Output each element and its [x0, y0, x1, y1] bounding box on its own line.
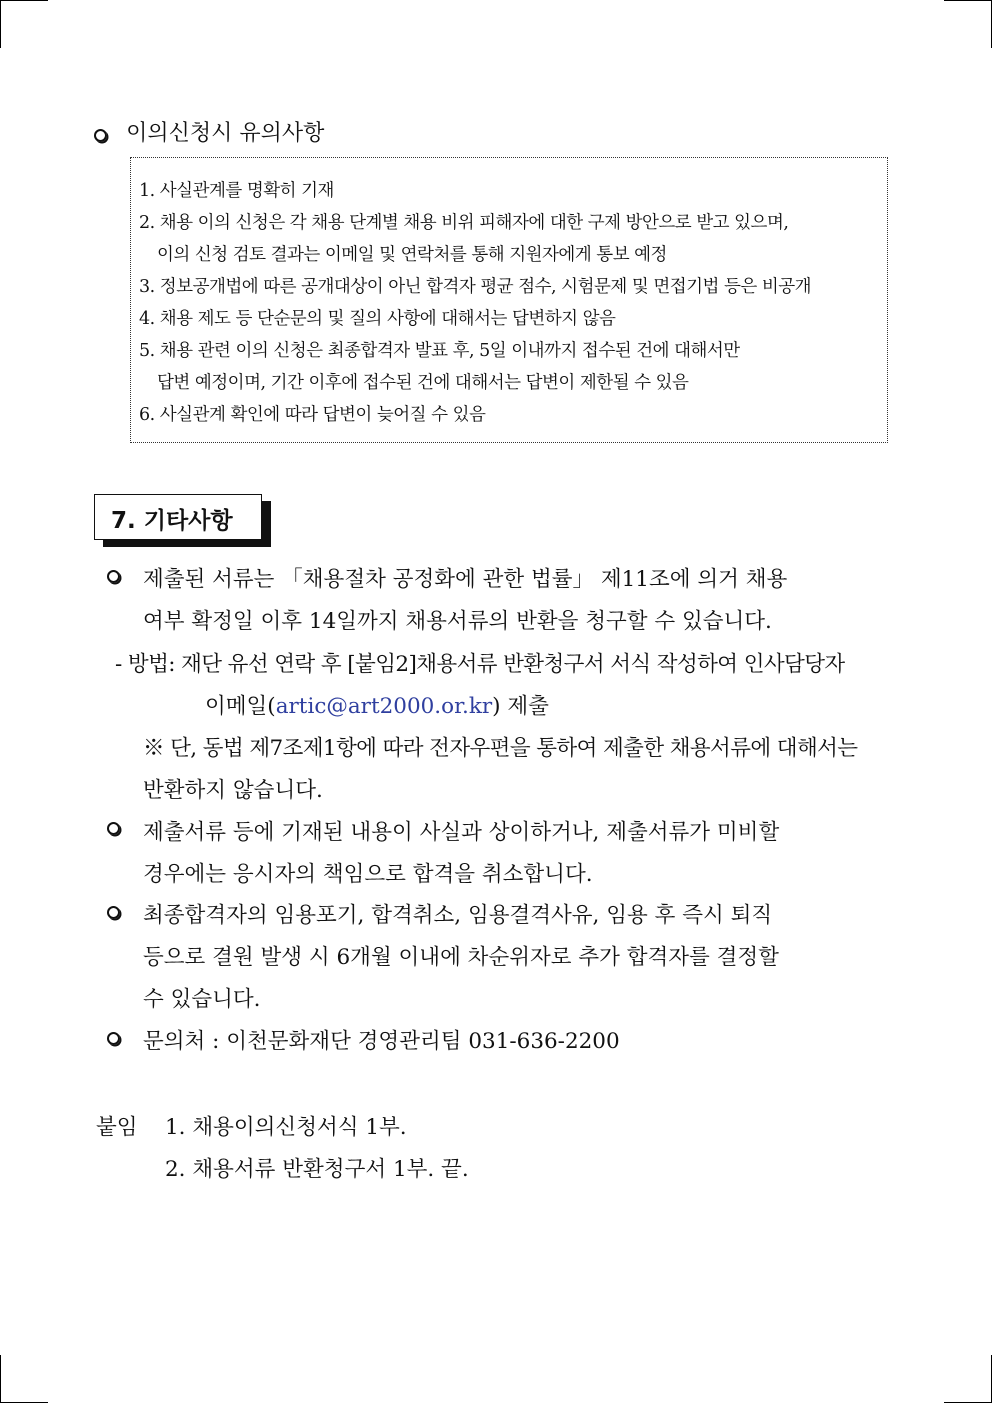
notice-item: 1. 사실관계를 명확히 기재	[139, 181, 334, 201]
attachment-label: 붙임	[96, 1115, 138, 1140]
section-heading: 7. 기타사항	[111, 508, 233, 534]
crop-mark	[0, 0, 1, 48]
notice-item: 6. 사실관계 확인에 따라 답변이 늦어질 수 있음	[139, 405, 486, 425]
notice-item: 4. 채용 제도 등 단순문의 및 질의 사항에 대해서는 답변하지 않음	[139, 309, 616, 329]
body-text: 제출서류 등에 기재된 내용이 사실과 상이하거나, 제출서류가 미비할	[143, 820, 780, 845]
circle-bullet-icon	[94, 129, 107, 142]
body-text: 수 있습니다.	[143, 987, 261, 1012]
section-heading-box	[94, 494, 262, 540]
body-text: 여부 확정일 이후 14일까지 채용서류의 반환을 청구할 수 있습니다.	[143, 609, 772, 634]
body-text: 경우에는 응시자의 책임으로 합격을 취소합니다.	[143, 862, 593, 887]
notice-heading	[94, 116, 324, 147]
note-text: ※ 단, 동법 제7조제1항에 따라 전자우편을 통하여 제출한 채용서류에 대해서는	[143, 736, 858, 761]
body-text: 최종합격자의 임용포기, 합격취소, 임용결격사유, 임용 후 즉시 퇴직	[143, 903, 773, 928]
circle-bullet-icon	[107, 822, 120, 835]
attachment-item: 2. 채용서류 반환청구서 1부. 끝.	[165, 1157, 469, 1182]
attachment-item: 1. 채용이의신청서식 1부.	[165, 1115, 407, 1140]
contact-text: 문의처 : 이천문화재단 경영관리팀 031-636-2200	[143, 1029, 620, 1054]
notice-item: 3. 정보공개법에 따른 공개대상이 아닌 합격자 평균 점수, 시험문제 및 면접기법 등은 비공개	[139, 277, 812, 297]
circle-bullet-icon	[107, 570, 120, 583]
method-text: - 방법: 재단 유선 연락 후 [붙임2]채용서류 반환청구서 서식 작성하여 인사담당자	[115, 652, 845, 677]
notice-title: 이의신청시 유의사항	[126, 121, 325, 146]
method-email-suffix: ) 제출	[492, 694, 549, 719]
crop-mark	[0, 0, 48, 1]
note-text: 반환하지 않습니다.	[143, 778, 323, 803]
circle-bullet-icon	[107, 906, 120, 919]
body-text: 제출된 서류는 「채용절차 공정화에 관한 법률」 제11조에 의거 채용	[143, 567, 788, 592]
body-text: 등으로 결원 발생 시 6개월 이내에 차순위자로 추가 합격자를 결정할	[143, 945, 779, 970]
crop-mark	[0, 1355, 1, 1403]
email-link[interactable]: artic@art2000.or.kr	[275, 694, 493, 719]
circle-bullet-icon	[107, 1032, 120, 1045]
method-email-line	[205, 689, 549, 720]
crop-mark	[944, 0, 992, 1]
method-email-prefix: 이메일(	[205, 694, 276, 719]
notice-box	[130, 157, 888, 443]
notice-item: 답변 예정이며, 기간 이후에 접수된 건에 대해서는 답변이 제한될 수 있음	[157, 373, 689, 393]
notice-item: 2. 채용 이의 신청은 각 채용 단계별 채용 비위 피해자에 대한 구제 방안으로 받고 있으며,	[139, 213, 789, 233]
notice-item: 이의 신청 검토 결과는 이메일 및 연락처를 통해 지원자에게 통보 예정	[157, 245, 667, 265]
notice-item: 5. 채용 관련 이의 신청은 최종합격자 발표 후, 5일 이내까지 접수된 건에 대해서만	[139, 341, 740, 361]
